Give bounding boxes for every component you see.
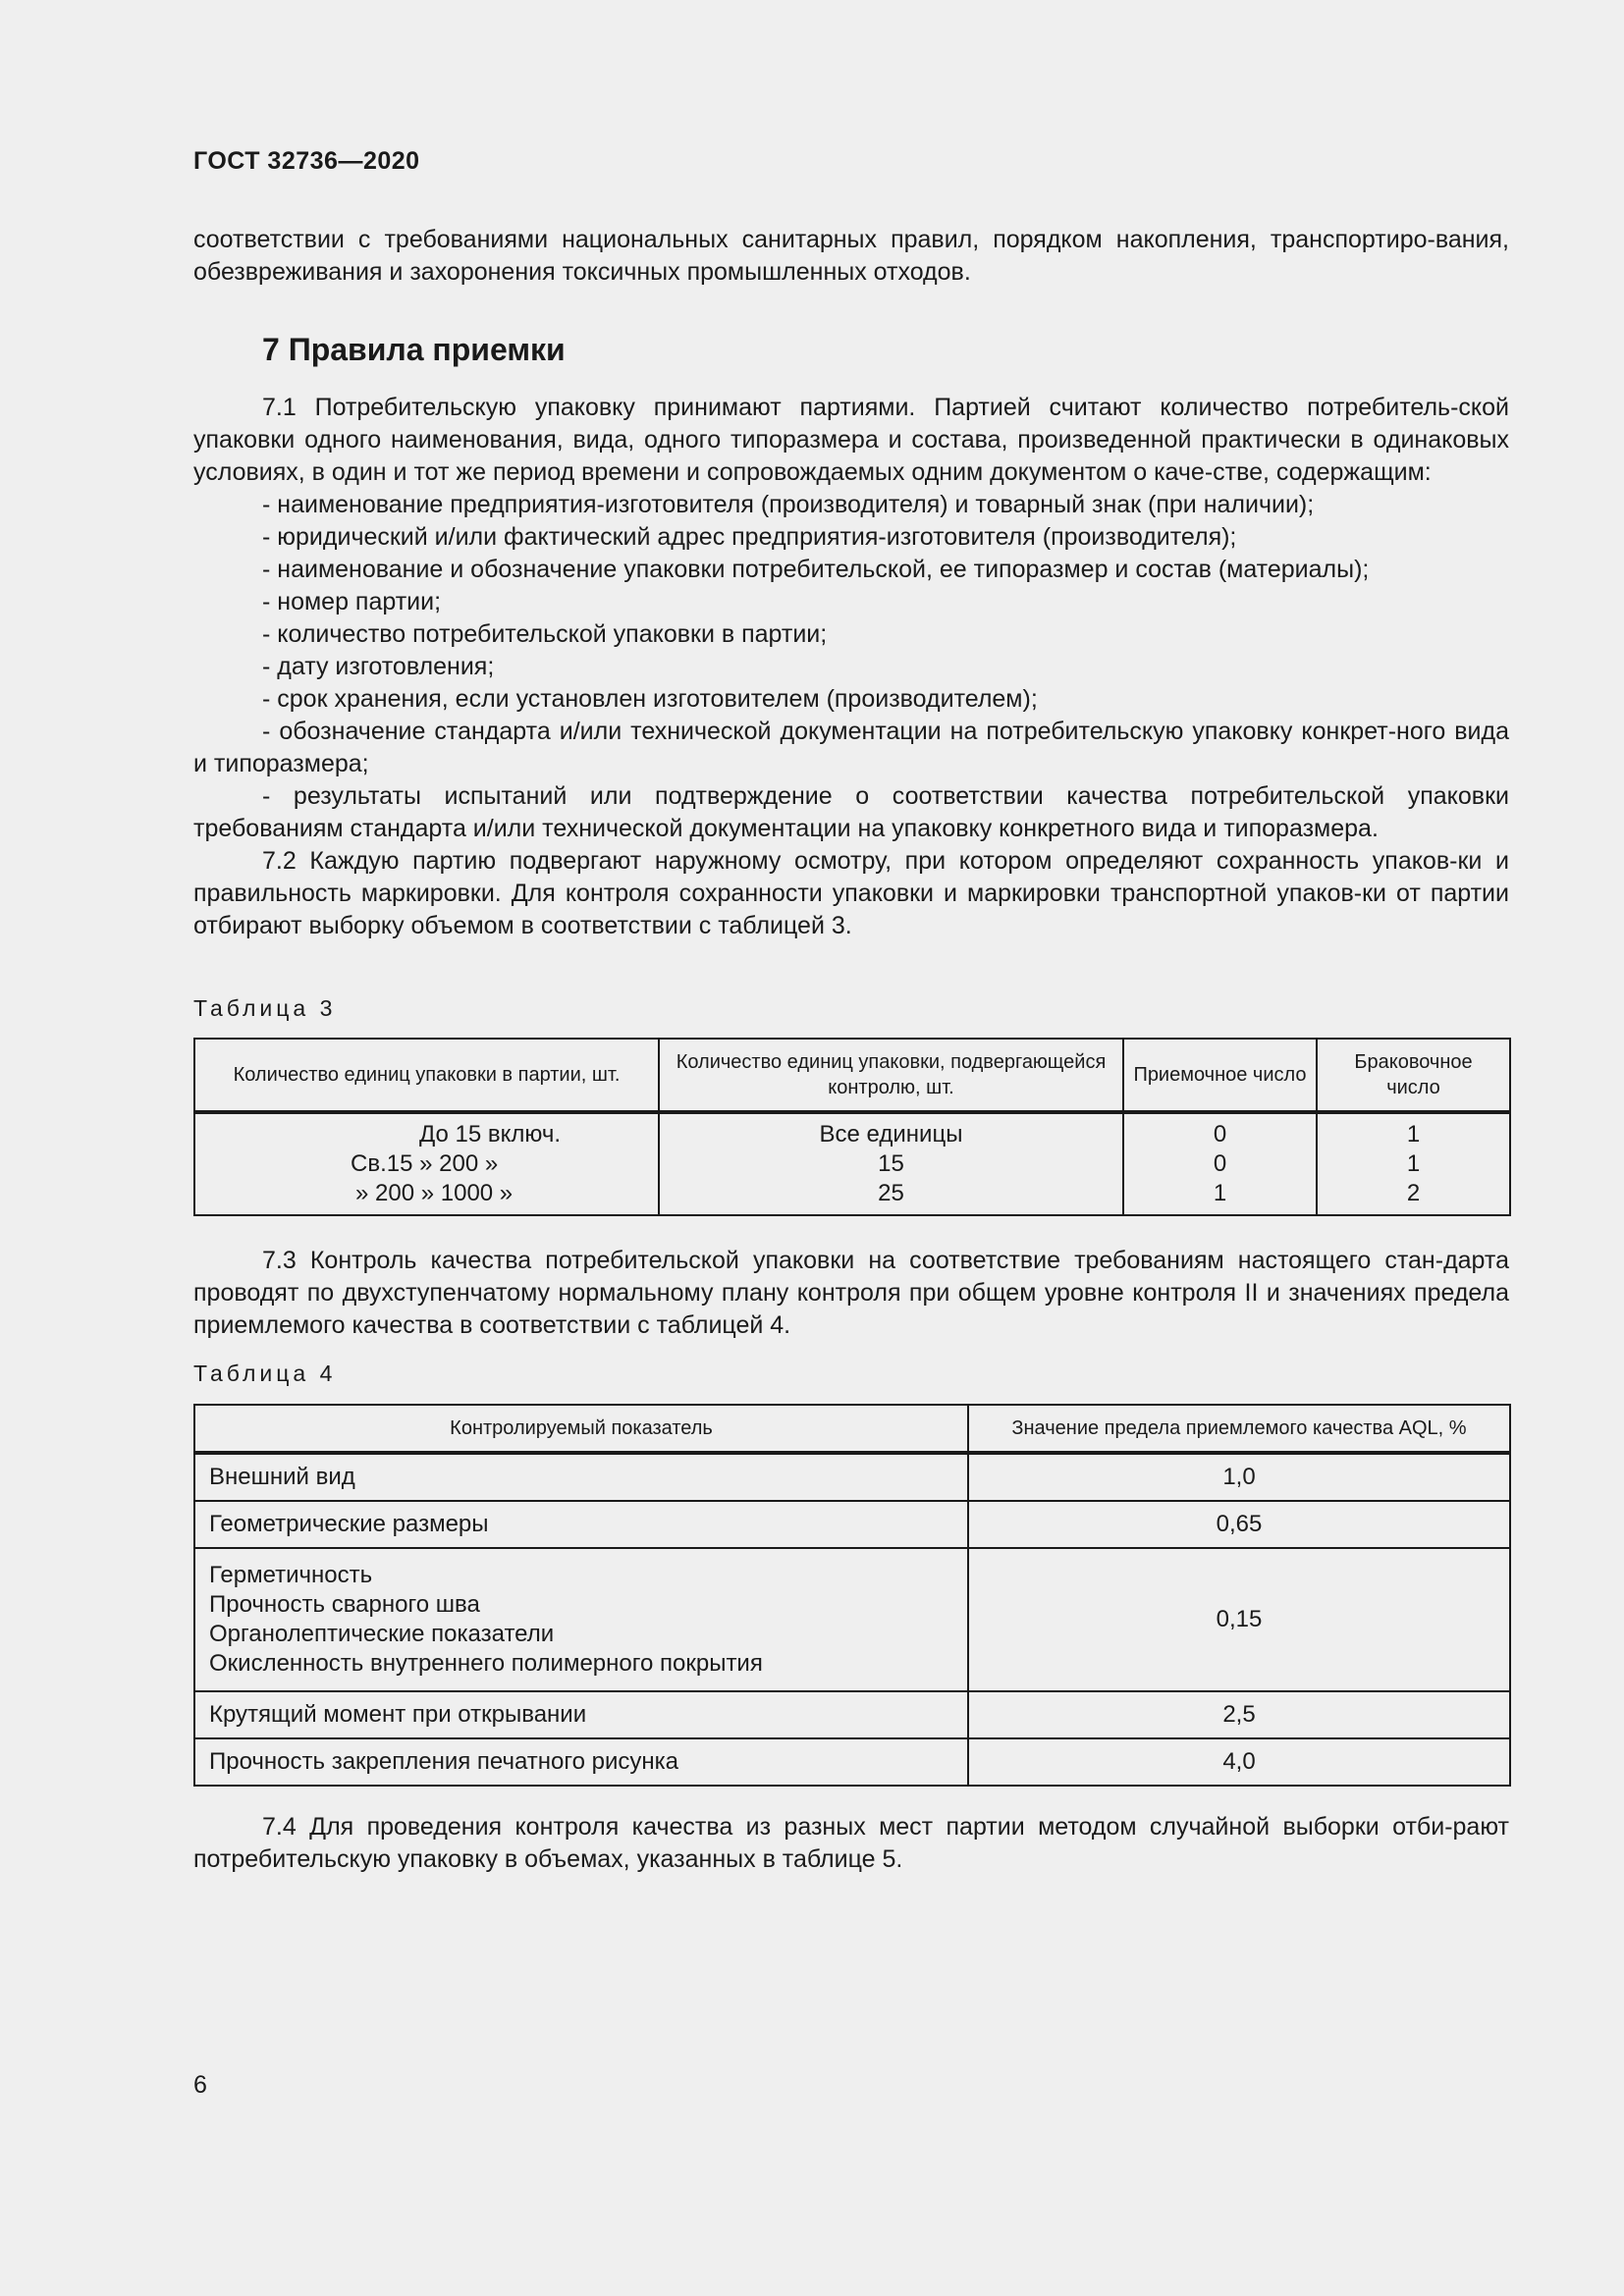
table-4-caption: Таблица 4: [193, 1361, 337, 1386]
table-3-header-acceptance: Приемочное число: [1123, 1039, 1317, 1112]
table-cell: » 200 » 1000 »: [194, 1179, 659, 1215]
table-cell: 25: [659, 1179, 1123, 1215]
table-cell: Геометрические размеры: [194, 1501, 968, 1548]
table-4-header-aql: Значение предела приемлемого качества AQL, %: [968, 1405, 1510, 1453]
table-4-header-indicator: Контролируемый показатель: [194, 1405, 968, 1453]
table-row: [194, 1691, 1510, 1738]
table-row: [194, 1149, 1510, 1179]
indicator-line: Герметичность: [209, 1562, 373, 1588]
list-item: - юридический и/или фактический адрес предприятия-изготовителя (производителя);: [262, 523, 1237, 551]
list-item: - номер партии;: [262, 588, 442, 615]
table-cell: Внешний вид: [194, 1453, 968, 1501]
table-4: [193, 1404, 1511, 1787]
intro-text: соответствии с требованиями национальных санитарных правил, порядком накопления, транспортиро-вания, обезвреживания и захоронения токсичных промышленных отходов.: [193, 226, 1509, 286]
table-cell: 0: [1123, 1149, 1317, 1179]
list-item: - наименование и обозначение упаковки потребительской, ее типоразмер и состав (материалы);: [262, 556, 1370, 583]
table-3: [193, 1038, 1511, 1216]
table-cell: Крутящий момент при открывании: [194, 1691, 968, 1738]
list-item: - результаты испытаний или подтверждение о соответствии качества потребительской упаковки требованиям стандарта и/или технической документации на упаковку конкретного вида и типоразмера.: [193, 782, 1509, 842]
intro-paragraph: [193, 224, 1509, 289]
table-cell: 0,15: [968, 1548, 1510, 1691]
table-cell: 1: [1317, 1112, 1510, 1149]
table-cell: Св.15 » 200 »: [194, 1149, 659, 1179]
section-7-1: [193, 392, 1509, 942]
table-cell: Прочность закрепления печатного рисунка: [194, 1738, 968, 1786]
table-cell: 4,0: [968, 1738, 1510, 1786]
document-id: ГОСТ 32736—2020: [193, 147, 420, 175]
table-row: [194, 1738, 1510, 1786]
table-cell: [194, 1548, 968, 1691]
section-7-4: [193, 1811, 1509, 1876]
table-row: [194, 1501, 1510, 1548]
list-item: - срок хранения, если установлен изготовителем (производителем);: [262, 685, 1038, 713]
list-item: - дату изготовления;: [262, 653, 495, 680]
section-7-3: [193, 1245, 1509, 1342]
table-row: [194, 1179, 1510, 1215]
list-item: - количество потребительской упаковки в партии;: [262, 620, 828, 648]
list-item: - обозначение стандарта и/или технической документации на потребительскую упаковку конкрет-ного вида и типоразмера;: [193, 718, 1509, 777]
page-number: 6: [193, 2071, 207, 2099]
list-item: - наименование предприятия-изготовителя (производителя) и товарный знак (при наличии);: [262, 491, 1315, 518]
paragraph-7-2: 7.2 Каждую партию подвергают наружному осмотру, при котором определяют сохранность упаков-ки и правильность маркировки. Для контроля сохранности упаковки и маркировки транспортной упаков-ки от партии отбирают выборку объемом в соответствии с таблицей 3.: [193, 847, 1509, 939]
table-cell: До 15 включ.: [194, 1112, 659, 1149]
table-cell: 0,65: [968, 1501, 1510, 1548]
table-cell: 1: [1123, 1179, 1317, 1215]
table-cell: 0: [1123, 1112, 1317, 1149]
section-heading: 7 Правила приемки: [262, 332, 566, 367]
paragraph-7-4: 7.4 Для проведения контроля качества из разных мест партии методом случайной выборки отби-рают потребительскую упаковку в объемах, указанных в таблице 5.: [193, 1813, 1509, 1873]
table-row: [194, 1112, 1510, 1149]
table-cell: 1,0: [968, 1453, 1510, 1501]
table-3-header-rejection: Браковочное число: [1317, 1039, 1510, 1112]
table-cell: 15: [659, 1149, 1123, 1179]
table-3-header-sample-size: Количество единиц упаковки, подвергающейся контролю, шт.: [659, 1039, 1123, 1112]
table-cell: 2,5: [968, 1691, 1510, 1738]
table-cell: 2: [1317, 1179, 1510, 1215]
table-3-caption: Таблица 3: [193, 995, 337, 1021]
paragraph-7-3: 7.3 Контроль качества потребительской упаковки на соответствие требованиям настоящего стан-дарта проводят по двухступенчатому нормальному плану контроля при общем уровне контроля II и значениях предела приемлемого качества в соответствии с таблицей 4.: [193, 1247, 1509, 1339]
table-3-header-lot-size: Количество единиц упаковки в партии, шт.: [194, 1039, 659, 1112]
table-cell: Все единицы: [659, 1112, 1123, 1149]
paragraph-7-1: 7.1 Потребительскую упаковку принимают партиями. Партией считают количество потребитель-ской упаковки одного наименования, вида, одного типоразмера и состава, произведенной практически в одинаковых условиях, в один и тот же период времени и сопровождаемых одним документом о каче-стве, содержащим:: [193, 394, 1509, 486]
indicator-line: Окисленность внутреннего полимерного покрытия: [209, 1650, 763, 1677]
table-row: [194, 1548, 1510, 1691]
indicator-line: Органолептические показатели: [209, 1621, 555, 1647]
table-cell: 1: [1317, 1149, 1510, 1179]
table-row: [194, 1453, 1510, 1501]
indicator-line: Прочность сварного шва: [209, 1591, 480, 1618]
